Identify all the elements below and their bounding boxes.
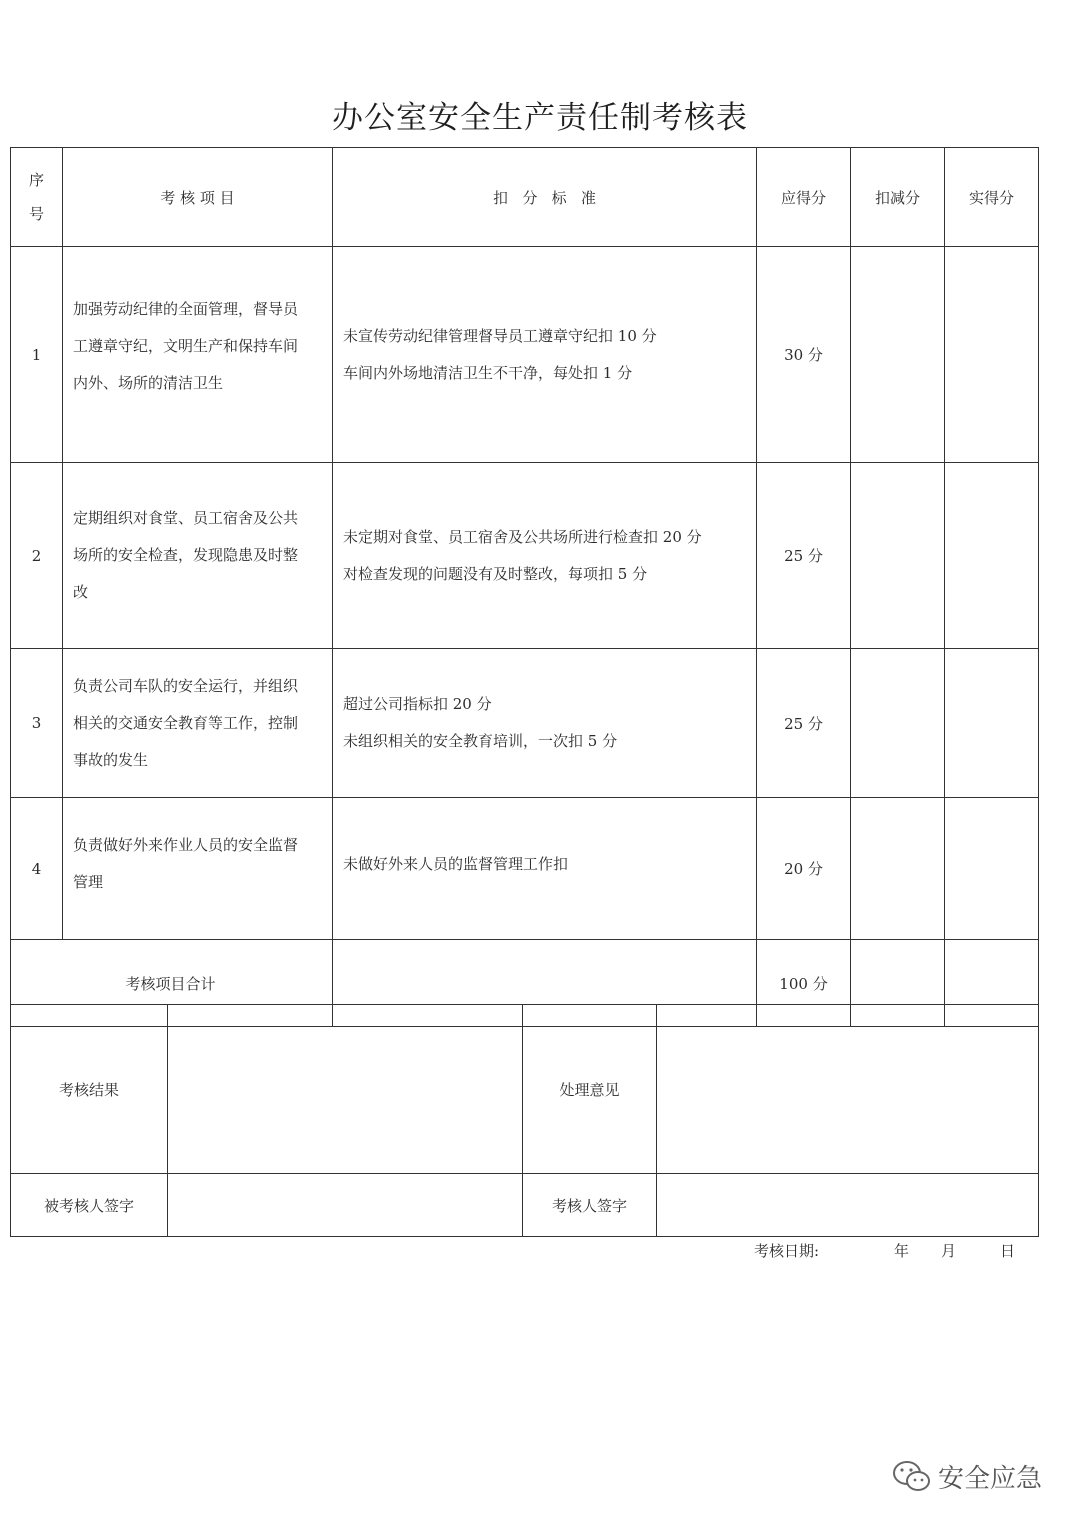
total-score: 100 分	[757, 940, 851, 1027]
row-item	[63, 247, 333, 463]
opinion-field[interactable]	[657, 1005, 1039, 1174]
row-actual-cell[interactable]	[945, 247, 1039, 463]
result-row	[11, 1005, 1039, 1174]
total-label: 考核项目合计	[11, 940, 333, 1027]
row-seq: 2	[11, 463, 63, 649]
row-item	[63, 463, 333, 649]
item-header: 考 核 项 目	[63, 148, 333, 247]
item-line: 负责公司车队的安全运行，并组织	[73, 676, 299, 695]
assessee-sign-label: 被考核人签字	[11, 1174, 168, 1237]
assessor-sign-label: 考核人签字	[523, 1174, 657, 1237]
item-line: 改	[73, 583, 89, 601]
item-line: 工遵章守纪，文明生产和保持车间	[73, 337, 299, 355]
criteria-line: 超过公司指标扣 20 分	[343, 695, 492, 713]
date-label: 考核日期:	[754, 1242, 820, 1260]
criteria-header: 扣 分 标 准	[333, 148, 757, 247]
item-line: 负责做好外来作业人员的安全监督	[73, 835, 299, 854]
criteria-line: 未做好外来人员的监督管理工作扣	[343, 855, 569, 873]
row-deduction-cell[interactable]	[851, 649, 945, 798]
row-item	[63, 798, 333, 940]
row-criteria	[333, 463, 757, 649]
item-line: 管理	[73, 872, 104, 891]
seq-header	[11, 148, 63, 247]
item-line: 相关的交通安全教育等工作，控制	[73, 713, 299, 732]
table-row	[11, 247, 1039, 463]
actual-header: 实得分	[945, 148, 1039, 247]
row-deduction-cell[interactable]	[851, 247, 945, 463]
assessee-sign-field[interactable]	[168, 1174, 523, 1237]
seq-header-line2: 号	[28, 205, 44, 223]
criteria-line: 未宣传劳动纪律管理督导员工遵章守纪扣 10 分	[343, 326, 657, 345]
row-criteria	[333, 247, 757, 463]
row-deduction-cell[interactable]	[851, 463, 945, 649]
row-score: 30 分	[757, 247, 851, 463]
row-score: 20 分	[757, 798, 851, 940]
date-year: 年	[894, 1242, 910, 1260]
criteria-line: 未组织相关的安全教育培训，一次扣 5 分	[343, 732, 618, 750]
date-month: 月	[941, 1242, 957, 1260]
row-score: 25 分	[757, 649, 851, 798]
row-criteria	[333, 649, 757, 798]
seq-header-line1: 序	[28, 171, 44, 189]
table-row	[11, 649, 1039, 798]
header-row	[11, 148, 1039, 247]
assessor-sign-field[interactable]	[657, 1174, 1039, 1237]
item-line: 加强劳动纪律的全面管理，督导员	[73, 300, 299, 318]
opinion-label: 处理意见	[523, 1005, 657, 1174]
deduction-header: 扣减分	[851, 148, 945, 247]
wechat-icon	[892, 1459, 932, 1495]
row-seq: 4	[11, 798, 63, 940]
row-actual-cell[interactable]	[945, 649, 1039, 798]
criteria-line: 对检查发现的问题没有及时整改，每项扣 5 分	[343, 564, 648, 583]
result-table	[10, 1004, 1039, 1237]
result-label: 考核结果	[11, 1005, 168, 1174]
result-field[interactable]	[168, 1005, 523, 1174]
assessment-table	[10, 147, 1039, 1027]
row-seq: 3	[11, 649, 63, 798]
row-item	[63, 649, 333, 798]
table-row	[11, 798, 1039, 940]
watermark	[892, 1458, 1042, 1495]
row-seq: 1	[11, 247, 63, 463]
watermark-text: 安全应急	[938, 1464, 1043, 1494]
row-actual-cell[interactable]	[945, 463, 1039, 649]
row-actual-cell[interactable]	[945, 798, 1039, 940]
signature-row	[11, 1174, 1039, 1237]
row-score: 25 分	[757, 463, 851, 649]
item-line: 内外、场所的清洁卫生	[73, 374, 224, 392]
table-row	[11, 463, 1039, 649]
item-line: 场所的安全检查，发现隐患及时整	[73, 546, 299, 564]
row-criteria	[333, 798, 757, 940]
score-due-header: 应得分	[757, 148, 851, 247]
item-line: 事故的发生	[73, 750, 149, 769]
item-line: 定期组织对食堂、员工宿舍及公共	[73, 509, 299, 527]
page-title: 办公室安全生产责任制考核表	[332, 100, 748, 136]
date-day: 日	[1000, 1242, 1016, 1260]
criteria-line: 未定期对食堂、员工宿舍及公共场所进行检查扣 20 分	[343, 527, 702, 546]
criteria-line: 车间内外场地清洁卫生不干净，每处扣 1 分	[343, 363, 633, 382]
row-deduction-cell[interactable]	[851, 798, 945, 940]
